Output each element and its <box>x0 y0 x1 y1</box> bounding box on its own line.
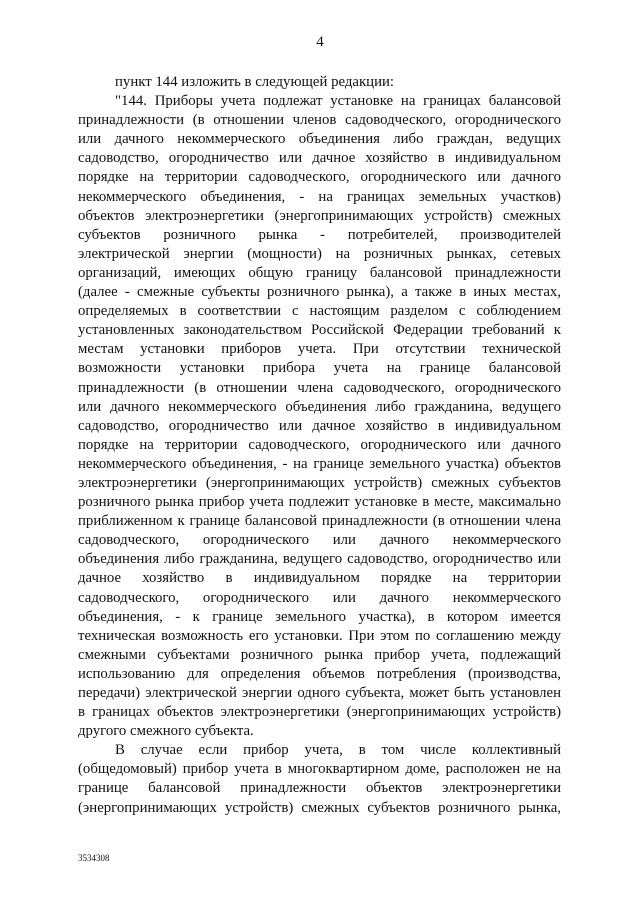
text-line: техническая возможность его установки. При этом по соглашению между <box>78 627 561 644</box>
text-line: объектов электроэнергетики (энергопринимающих устройств) смежных <box>78 207 561 224</box>
text-line: некоммерческого объединения, - на границах земельных участков) <box>78 188 561 205</box>
page-number: 4 <box>316 34 324 50</box>
text-line: или дачного некоммерческого объединения либо гражданина, ведущего <box>78 398 561 415</box>
text-line: В случае если прибор учета, в том числе коллективный <box>115 742 561 759</box>
text-line: определяемых в соответствии с настоящим разделом с соблюдением <box>78 303 561 320</box>
text-line: садоводство, огородничество или дачное хозяйство в индивидуальном <box>78 150 561 167</box>
text-line: электрической энергии (мощности) на розничных рынках, сетевых <box>78 245 561 262</box>
text-line: (энергопринимающих устройств) смежных субъектов розничного рынка, <box>78 799 561 816</box>
text-line: объединения либо гражданина, ведущего садоводство, огородничество или <box>78 551 561 568</box>
text-line: смежными субъектами розничного рынка прибор учета, подлежащий <box>78 646 561 663</box>
text-line: принадлежности (в отношении членов садоводческого, огороднического <box>78 112 561 129</box>
text-line: розничного рынка прибор учета подлежит установке в месте, максимально <box>78 494 561 511</box>
document-code: 3534308 <box>78 853 110 863</box>
text-line: пункт 144 изложить в следующей редакции: <box>115 74 395 90</box>
text-line: возможности установки прибора учета на границе балансовой <box>78 360 561 377</box>
text-line: в границах объектов электроэнергетики (энергопринимающих устройств) <box>78 704 561 721</box>
text-line: другого смежного субъекта. <box>78 723 254 740</box>
text-line: садоводческого, огороднического или дачного некоммерческого <box>78 532 561 549</box>
text-line: садоводство, огородничество или дачное хозяйство в индивидуальном <box>78 417 561 434</box>
text-line: "144. Приборы учета подлежат установке на границах балансовой <box>115 93 561 110</box>
text-line: дачное хозяйство в индивидуальном порядке на территории <box>78 570 561 587</box>
text-line: принадлежности (в отношении члена садоводческого, огороднического <box>78 379 561 396</box>
text-line: установленных законодательством Российской Федерации требований к <box>78 322 561 339</box>
text-line: объединения, - к границе земельного участка), в котором имеется <box>78 608 561 625</box>
text-line: субъектов розничного рынка - потребителей, производителей <box>78 226 561 243</box>
text-line: электроэнергетики (энергопринимающих устройств) смежных субъектов <box>78 474 561 491</box>
text-line: границе балансовой принадлежности объектов электроэнергетики <box>78 780 561 797</box>
text-line: или дачного некоммерческого объединения либо граждан, ведущих <box>78 131 561 148</box>
text-line: (общедомовый) прибор учета в многоквартирном доме, расположен не на <box>78 761 561 778</box>
text-line: порядке на территории садоводческого, огороднического или дачного <box>78 169 561 186</box>
text-line: организаций, имеющих общую границу балансовой принадлежности <box>78 264 561 281</box>
text-line: местам установки приборов учета. При отсутствии технической <box>78 341 561 358</box>
text-line: садоводческого, огороднического или дачного некоммерческого <box>78 589 561 606</box>
text-line: передачи) электрической энергии одного субъекта, может быть установлен <box>78 685 561 701</box>
text-line: приближенном к границе балансовой принадлежности (в отношении члена <box>78 513 561 530</box>
text-line: использованию для определения объемов потребления (производства, <box>78 665 561 682</box>
text-line: порядке на территории садоводческого, огороднического или дачного <box>78 436 561 453</box>
document-body <box>78 73 561 818</box>
text-line: некоммерческого объединения, - на границе земельного участка) объектов <box>78 455 561 472</box>
text-line: (далее - смежные субъекты розничного рынка), а также в иных местах, <box>78 284 561 301</box>
